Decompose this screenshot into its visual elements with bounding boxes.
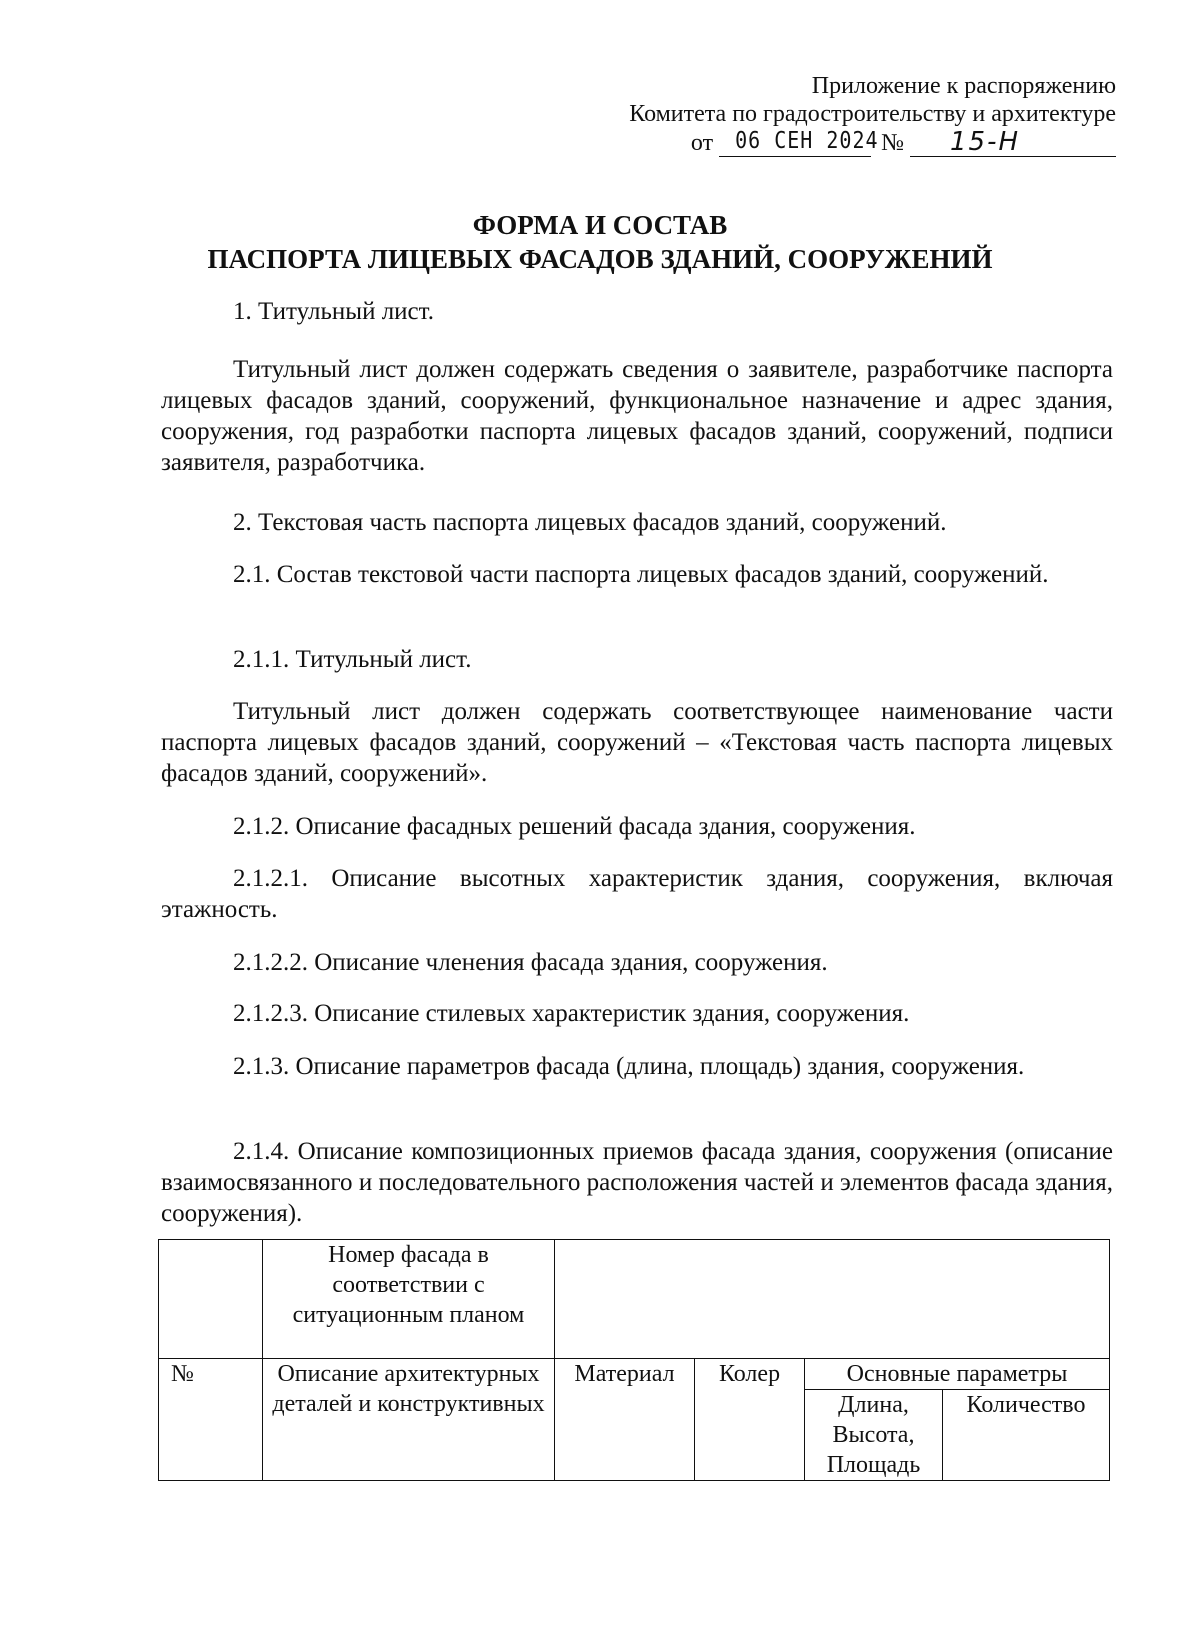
date-number-line	[629, 128, 1116, 157]
header-line-2: Комитета по градостроительству и архитектуре	[629, 101, 1116, 127]
document-title	[0, 208, 1200, 276]
title-line-2: ПАСПОРТА ЛИЦЕВЫХ ФАСАДОВ ЗДАНИЙ, СООРУЖЕНИЙ	[207, 244, 993, 274]
title-page-description: Титульный лист должен содержать сведения о заявителе, разработчике паспорта лицевых фасадов зданий, сооружений, функциональное назначение и адрес здания, сооружения, год разработки паспорта лицевых фасадов зданий, сооружений, подписи заявителя, разработчика.	[161, 356, 1113, 476]
column-dimensions-header: Длина, Высота, Площадь	[805, 1390, 943, 1481]
title-line-1: ФОРМА И СОСТАВ	[472, 210, 728, 240]
column-main-params-header: Основные параметры	[805, 1359, 1110, 1390]
section-1-heading: 1. Титульный лист.	[233, 298, 434, 325]
facade-table	[158, 1239, 1110, 1481]
column-color-header: Колер	[695, 1359, 805, 1481]
section-2-1-2-3: 2.1.2.3. Описание стилевых характеристик здания, сооружения.	[233, 1000, 910, 1027]
column-material-header: Материал	[555, 1359, 695, 1481]
facade-number-header: Номер фасада в соответствии с ситуационным планом	[263, 1240, 555, 1359]
date-stamp: 06 СЕН 2024	[735, 126, 879, 154]
section-2-1-2: 2.1.2. Описание фасадных решений фасада здания, сооружения.	[233, 813, 916, 840]
section-2-1-1-description: Титульный лист должен содержать соответствующее наименование части паспорта лицевых фасадов зданий, сооружений – «Текстовая часть паспорта лицевых фасадов зданий, сооружений».	[161, 698, 1113, 787]
date-prefix: от	[690, 130, 714, 156]
section-2-1-2-2: 2.1.2.2. Описание членения фасада здания, сооружения.	[233, 949, 828, 976]
header-row-1	[159, 1359, 1110, 1390]
section-2-1-4: 2.1.4. Описание композиционных приемов фасада здания, сооружения (описание взаимосвязанного и последовательного расположения частей и элементов фасада здания, сооружения).	[161, 1138, 1113, 1227]
section-2-heading: 2. Текстовая часть паспорта лицевых фасадов зданий, сооружений.	[233, 509, 947, 536]
header-line-1: Приложение к распоряжению	[811, 73, 1116, 99]
empty-cell	[159, 1240, 263, 1359]
number-field	[910, 128, 1116, 157]
facade-number-row	[159, 1240, 1110, 1359]
approval-header	[629, 72, 1116, 157]
number-prefix: №	[881, 130, 904, 156]
facade-number-value-cell	[555, 1240, 1110, 1359]
section-2-1-1: 2.1.1. Титульный лист.	[233, 646, 472, 673]
column-quantity-header: Количество	[943, 1390, 1110, 1481]
column-number-header: №	[159, 1359, 263, 1481]
section-2-1-2-1: 2.1.2.1. Описание высотных характеристик здания, сооружения, включая этажность.	[161, 865, 1113, 923]
column-description-header: Описание архитектурных деталей и конструктивных	[263, 1359, 555, 1481]
section-2-1: 2.1. Состав текстовой части паспорта лицевых фасадов зданий, сооружений.	[233, 561, 1049, 588]
date-field	[719, 126, 879, 157]
section-2-1-3: 2.1.3. Описание параметров фасада (длина, площадь) здания, сооружения.	[233, 1053, 1025, 1080]
handwritten-number: 15-Н	[950, 127, 1021, 157]
